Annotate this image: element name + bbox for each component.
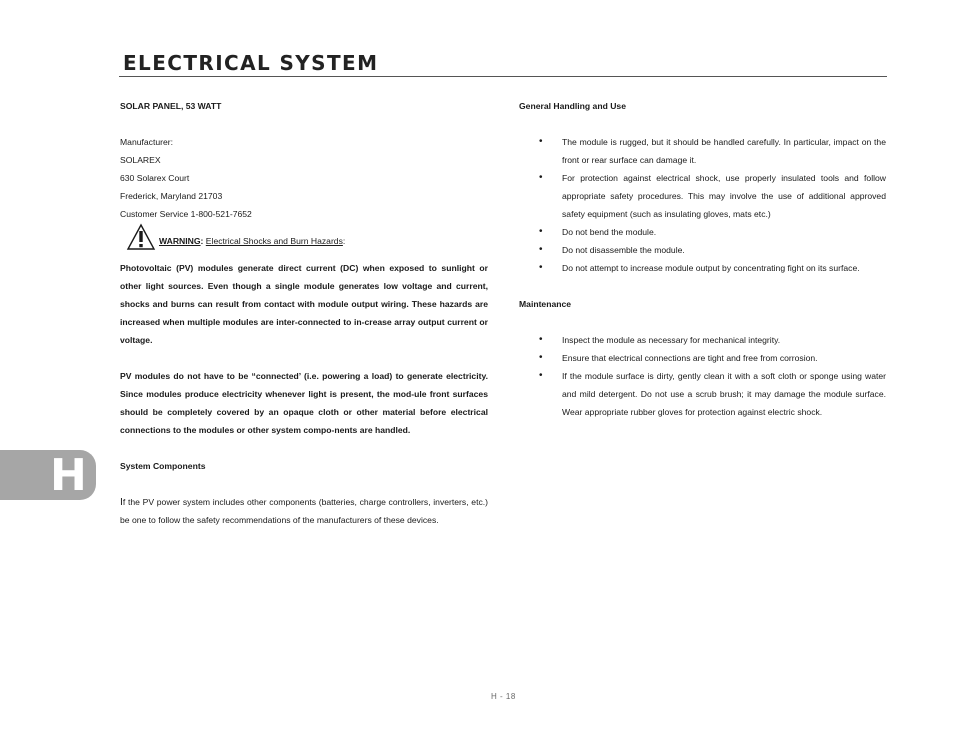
left-column: [120, 97, 488, 529]
list-item: • For protection against electrical shock, use properly insulated tools and follow appropriate safety procedures. This may involve the use of additional approved safety equipment (such as insulating gloves, mats etc.): [519, 169, 886, 223]
page-number: H - 18: [491, 692, 516, 701]
manufacturer-city: Frederick, Maryland 21703: [120, 191, 223, 201]
system-components-text: f the PV power system includes other components (batteries, charge controllers, inverters, etc.) be one to follow the safety recommendations of the manufacturers of these devices.: [120, 497, 488, 525]
warning-icon: [126, 223, 156, 251]
maintenance-list: [519, 331, 886, 421]
warning-hazard: Electrical Shocks and Burn Hazards: [205, 236, 343, 246]
list-item: • The module is rugged, but it should be handled carefully. In particular, impact on the front or rear surface can damage it.: [519, 133, 886, 169]
list-item: • Inspect the module as necessary for mechanical integrity.: [519, 331, 886, 349]
warning-row: [120, 223, 488, 259]
title-rule: [119, 76, 887, 77]
manufacturer-name: SOLAREX: [120, 155, 161, 165]
system-components-title: System Components: [120, 461, 206, 471]
list-item: • Do not disassemble the module.: [519, 241, 886, 259]
pv-connection-paragraph: PV modules do not have to be “connected’ (i.e. powering a load) to generate electricity. Since modules produce electricity whenever light is present, the mod-ule front surfaces should be completely covered by an opaque cloth or other material before electrical connections to the modules or other system compo-nents are handled.: [120, 371, 488, 435]
section-title: SOLAR PANEL, 53 WATT: [120, 101, 222, 111]
section-tab-letter: H: [50, 450, 87, 501]
warning-label: WARNING: [159, 236, 201, 246]
handling-list: [519, 133, 886, 277]
manufacturer-street: 630 Solarex Court: [120, 173, 190, 183]
maintenance-title: Maintenance: [519, 299, 572, 309]
list-item: • Do not bend the module.: [519, 223, 886, 241]
manufacturer-label: Manufacturer:: [120, 137, 174, 147]
section-tab: [0, 450, 96, 500]
list-item: • If the module surface is dirty, gently clean it with a soft cloth or sponge using water and mild detergent. Do not use a scrub brush; it may damage the module surface. Wear appropriate rubber gloves for protection against electric shock.: [519, 367, 886, 421]
right-column: [519, 97, 886, 421]
page-title: ELECTRICAL SYSTEM: [123, 51, 379, 75]
drop-initial: I: [120, 496, 123, 508]
customer-service: Customer Service 1-800-521-7652: [120, 209, 252, 219]
list-item: • Do not attempt to increase module output by concentrating fight on its surface.: [519, 259, 886, 277]
warning-text: [159, 232, 345, 250]
system-components-paragraph: [120, 493, 488, 529]
handling-title: General Handling and Use: [519, 101, 626, 111]
warning-tail: :: [342, 236, 346, 246]
list-item: • Ensure that electrical connections are tight and free from corrosion.: [519, 349, 886, 367]
pv-hazard-paragraph: Photovoltaic (PV) modules generate direct current (DC) when exposed to sunlight or other light sources. Even though a single module generates low voltage and current, shocks and burns can result from contact with module output wiring. These hazards are increased when multiple modules are inter-connected to in-crease array output current or voltage.: [120, 263, 488, 345]
warning-separator: :: [200, 236, 206, 246]
